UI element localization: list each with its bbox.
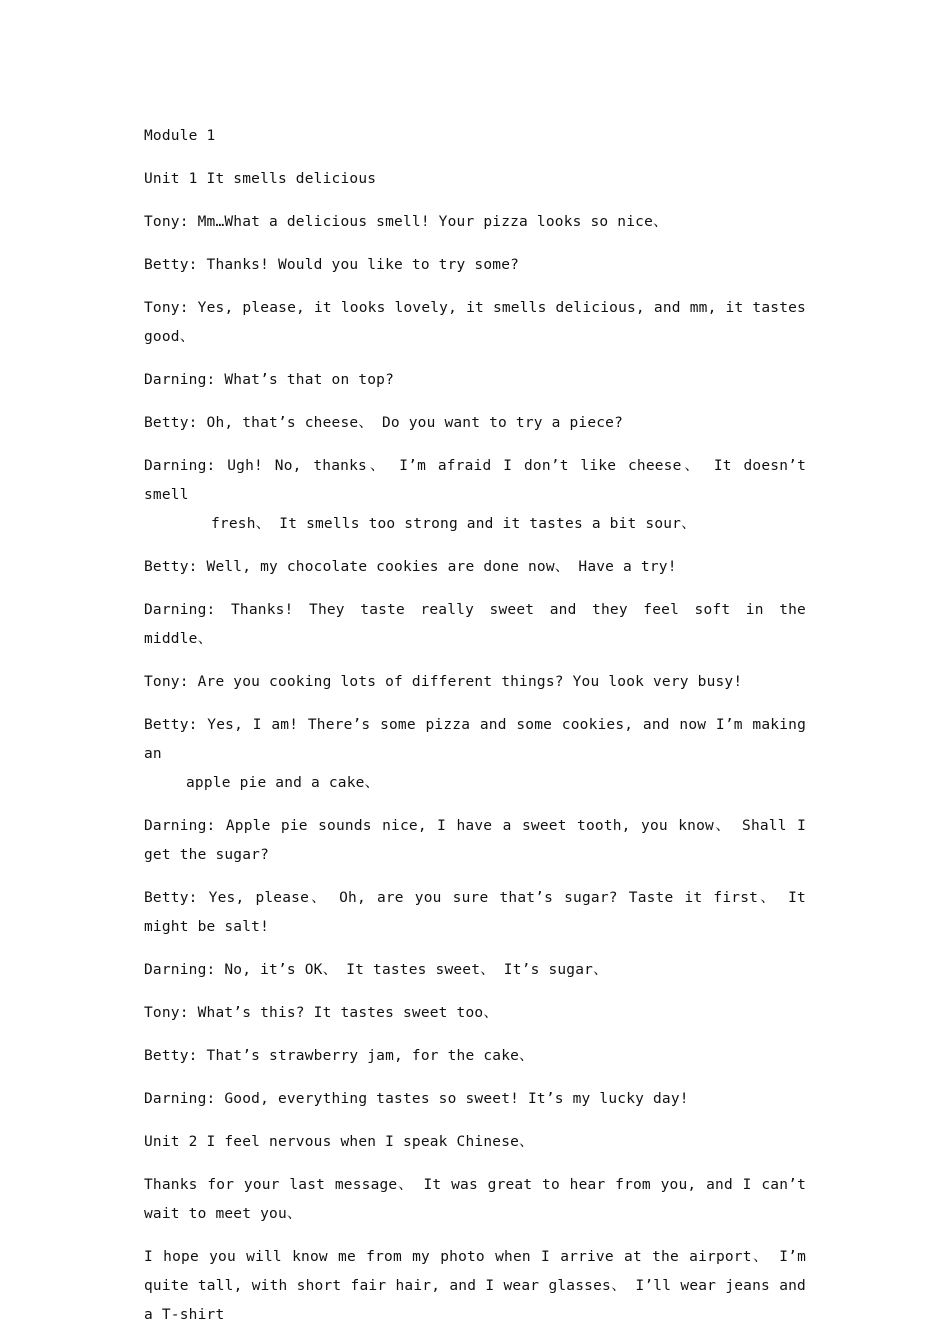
dialogue-line: Tony: What’s this? It tastes sweet too、 [144, 1005, 499, 1021]
dialogue-line: Betty: Thanks! Would you like to try some? [144, 257, 520, 273]
dialogue-line: Tony: Are you cooking lots of different things? You look very busy! [144, 674, 743, 690]
dialogue-line-continuation: apple pie and a cake、 [186, 775, 380, 791]
dialogue-line: Darning: What’s that on top? [144, 372, 395, 388]
dialogue-line: Darning: No, it’s OK、 It tastes sweet、 It’s sugar、 [144, 962, 608, 978]
dialogue-line [144, 452, 806, 539]
dialogue-line: Betty: Yes, please、 Oh, are you sure that’s sugar? Taste it first、 It might be salt! [144, 890, 806, 935]
dialogue-line: Betty: That’s strawberry jam, for the cake、 [144, 1048, 534, 1064]
dialogue-line [144, 711, 806, 798]
dialogue-line: Betty: Well, my chocolate cookies are done now、 Have a try! [144, 559, 677, 575]
dialogue-line-continuation: fresh、 It smells too strong and it tastes a bit sour、 [211, 516, 696, 532]
dialogue-line: Darning: Thanks! They taste really sweet and they feel soft in the middle、 [144, 602, 806, 647]
unit-1-title: Unit 1 It smells delicious [144, 171, 377, 187]
unit-2-title: Unit 2 I feel nervous when I speak Chinese、 [144, 1134, 534, 1150]
dialogue-line-part: Betty: Yes, I am! There’s some pizza and some cookies, and now I’m making an [144, 717, 806, 762]
dialogue-line: Betty: Oh, that’s cheese、 Do you want to try a piece? [144, 415, 624, 431]
dialogue-line: Darning: Good, everything tastes so sweet! It’s my lucky day! [144, 1091, 689, 1107]
dialogue-line-part: Darning: Ugh! No, thanks、 I’m afraid I don’t like cheese、 It doesn’t smell [144, 458, 806, 503]
dialogue-line: Tony: Mm…What a delicious smell! Your pizza looks so nice、 [144, 214, 668, 230]
document-page [144, 122, 806, 1344]
dialogue-line: Darning: Apple pie sounds nice, I have a sweet tooth, you know、 Shall I get the sugar? [144, 818, 807, 863]
module-title: Module 1 [144, 128, 216, 144]
letter-paragraph: I hope you will know me from my photo when I arrive at the airport、 I’m quite tall, with short fair hair, and I wear glasses、 I’ll wear jeans and a T-shirt [144, 1249, 806, 1323]
dialogue-line: Tony: Yes, please, it looks lovely, it smells delicious, and mm, it tastes good、 [144, 300, 806, 345]
letter-paragraph: Thanks for your last message、 It was great to hear from you, and I can’t wait to meet you、 [144, 1177, 806, 1222]
